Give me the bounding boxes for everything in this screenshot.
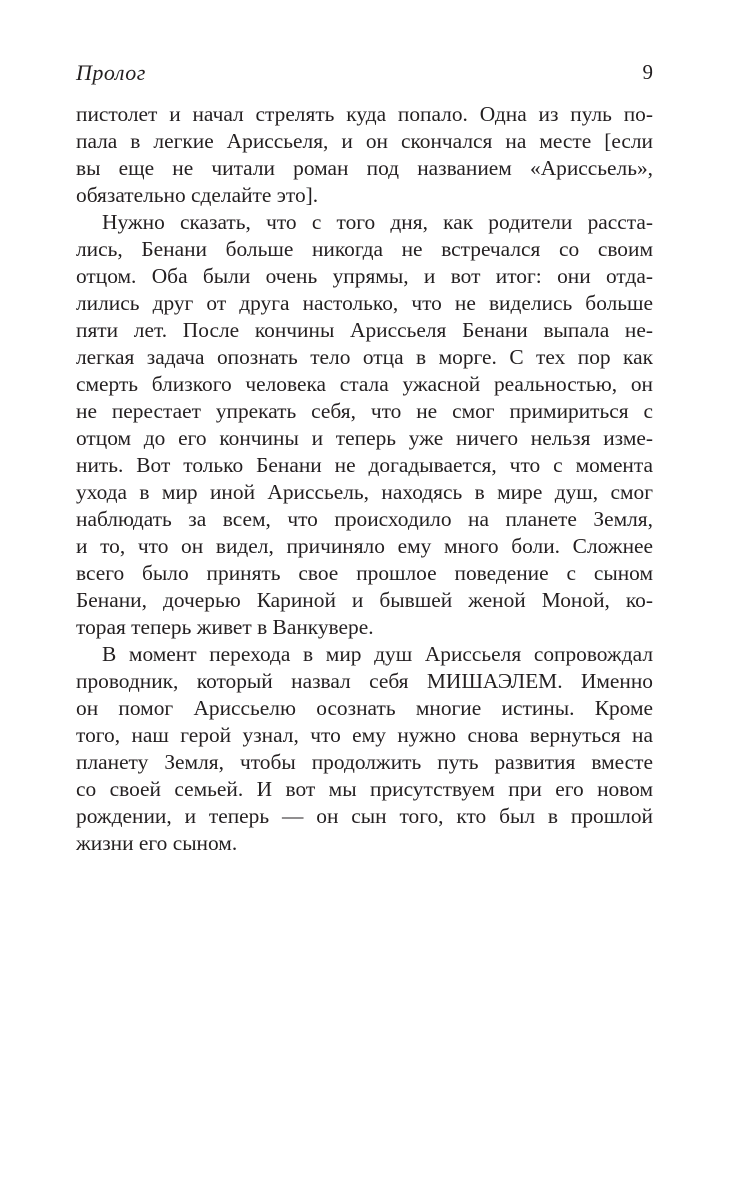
running-head (76, 60, 653, 90)
text-line: легкая задача опознать тело отца в морге. С тех пор как (76, 345, 653, 369)
text-line: проводник, который назвал себя МИШАЭЛЕМ. Именно (76, 669, 653, 693)
text-line: ухода в мир иной Ариссьель, находясь в мире душ, смог (76, 480, 653, 504)
text-line: смерть близкого человека стала ужасной реальностью, он (76, 372, 653, 396)
text-line: того, наш герой узнал, что ему нужно снова вернуться на (76, 723, 653, 747)
text-line: пяти лет. После кончины Ариссьеля Бенани выпала не- (76, 318, 653, 342)
text-line: вы еще не читали роман под названием «Ариссьель», (76, 156, 653, 180)
text-line: Нужно сказать, что с того дня, как родители расста- (102, 210, 653, 234)
text-line: со своей семьей. И вот мы присутствуем при его новом (76, 777, 653, 801)
paragraph-1 (76, 101, 653, 209)
text-line: Бенани, дочерью Кариной и бывшей женой Моной, ко- (76, 588, 653, 612)
text-line: всего было принять свое прошлое поведение с сыном (76, 561, 653, 585)
text-line: наблюдать за всем, что происходило на планете Земля, (76, 507, 653, 531)
text-line: рождении, и теперь — он сын того, кто был в прошлой (76, 804, 653, 828)
text-line: В момент перехода в мир душ Ариссьеля сопровождал (102, 642, 653, 666)
chapter-title: Пролог (76, 60, 146, 85)
text-line: жизни его сыном. (76, 831, 238, 855)
body-text (76, 101, 653, 857)
paragraph-2 (76, 209, 653, 641)
text-line: отцом. Оба были очень упрямы, и вот итог: они отда- (76, 264, 653, 288)
text-line: он помог Ариссьелю осознать многие истины. Кроме (76, 696, 653, 720)
text-line: планету Земля, чтобы продолжить путь развития вместе (76, 750, 653, 774)
text-line: пистолет и начал стрелять куда попало. Одна из пуль по- (76, 102, 653, 126)
text-line: лились друг от друга настолько, что не виделись больше (76, 291, 653, 315)
text-line: обязательно сделайте это]. (76, 183, 319, 207)
paragraph-3 (76, 641, 653, 857)
text-line: нить. Вот только Бенани не догадывается, что с момента (76, 453, 653, 477)
text-line: отцом до его кончины и теперь уже ничего нельзя изме- (76, 426, 653, 450)
text-line: не перестает упрекать себя, что не смог примириться с (76, 399, 653, 423)
text-line: пала в легкие Ариссьеля, и он скончался на месте [если (76, 129, 653, 153)
text-line: и то, что он видел, причиняло ему много боли. Сложнее (76, 534, 653, 558)
page-number: 9 (642, 60, 653, 84)
text-line: торая теперь живет в Ванкувере. (76, 615, 374, 639)
text-line: лись, Бенани больше никогда не встречался со своим (76, 237, 653, 261)
